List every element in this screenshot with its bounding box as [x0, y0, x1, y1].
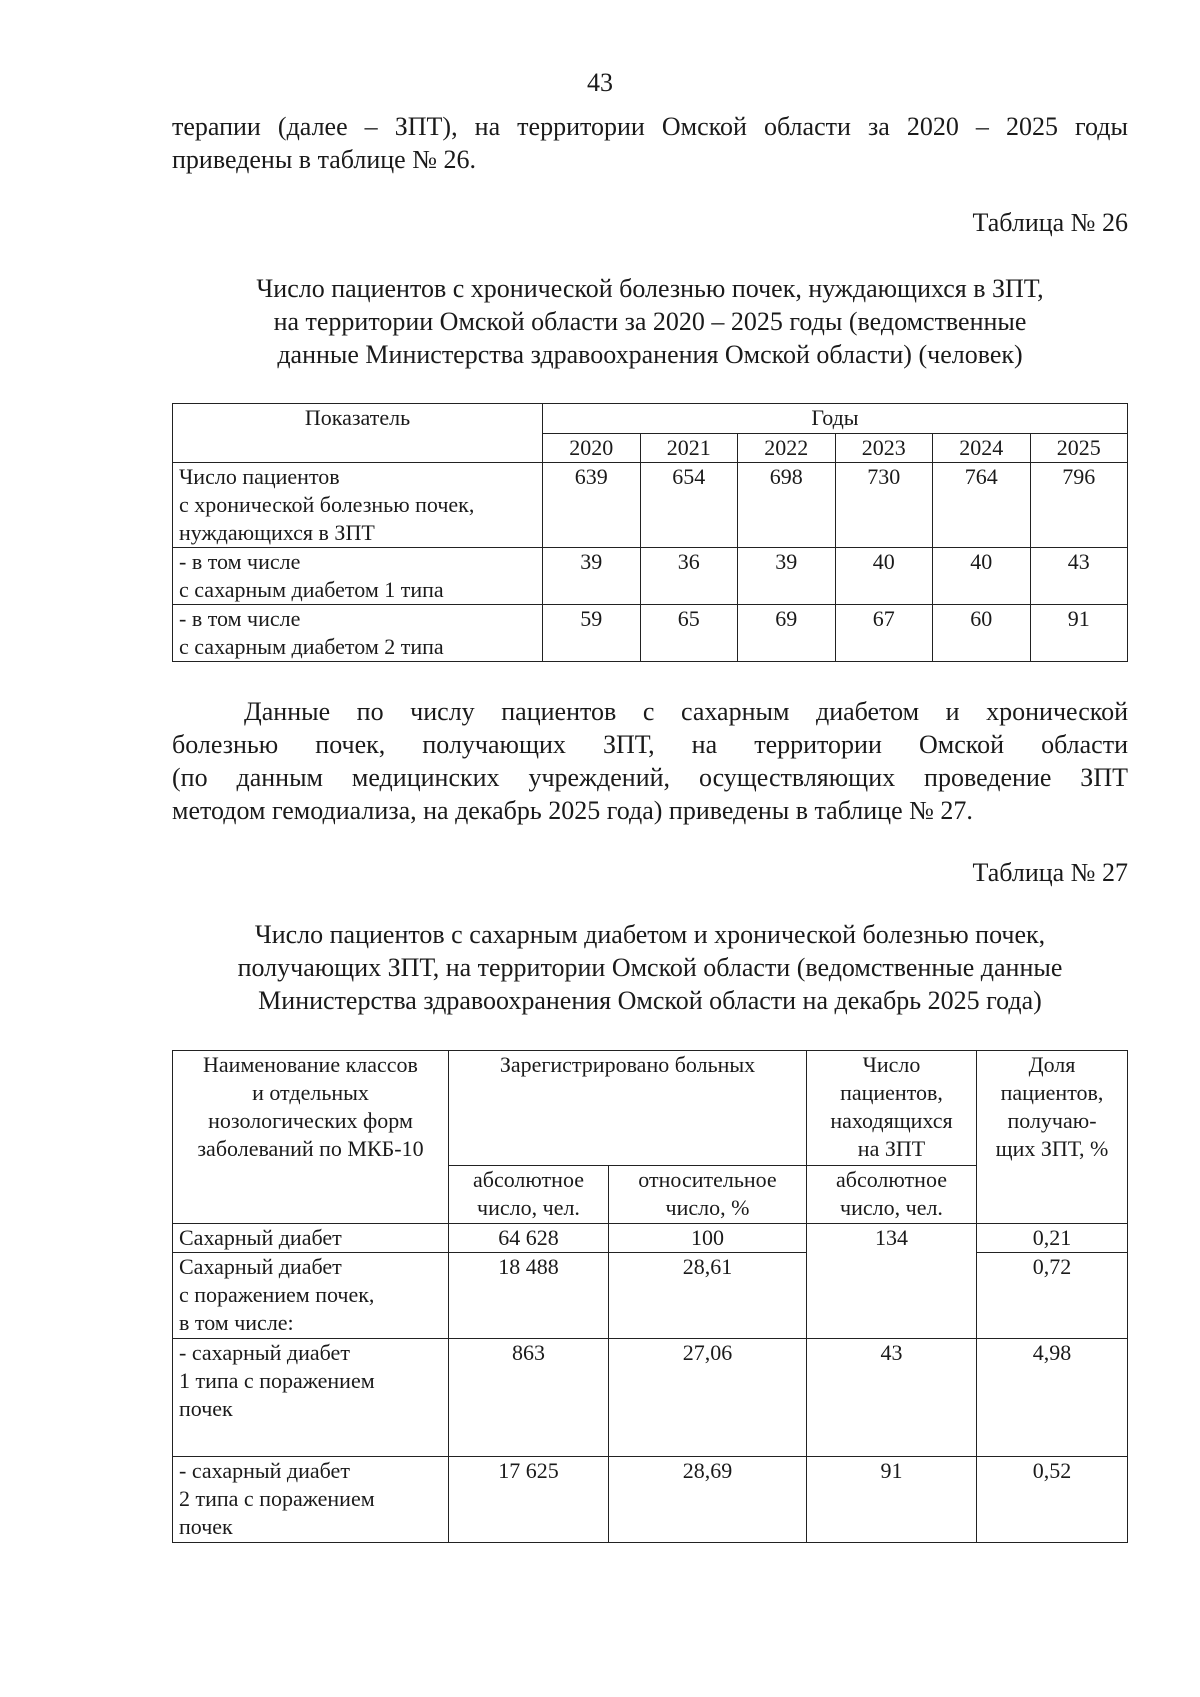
- cell-value: 18 488: [449, 1253, 609, 1339]
- cell-value: 39: [543, 548, 641, 605]
- page-number: 43: [587, 68, 613, 97]
- cell-value: 91: [1030, 605, 1128, 662]
- year-header: 2020: [543, 434, 641, 463]
- cell-value: 134: [807, 1224, 977, 1339]
- cell-value: 43: [1030, 548, 1128, 605]
- cell-value: 36: [640, 548, 738, 605]
- table-26-title-line: данные Министерства здравоохранения Омской области) (человек): [277, 340, 1023, 369]
- cell-value: 65: [640, 605, 738, 662]
- table-26-title: [172, 272, 1128, 371]
- table-row: [173, 1339, 1128, 1457]
- absolute-rrt-header: абсолютное число, чел.: [807, 1166, 977, 1224]
- table-row: [173, 1224, 1128, 1253]
- cell-value: 60: [933, 605, 1031, 662]
- cell-value: 764: [933, 463, 1031, 548]
- cell-value: 39: [738, 548, 836, 605]
- cell-value: 28,61: [609, 1253, 807, 1339]
- middle-line: методом гемодиализа, на декабрь 2025 года) приведены в таблице № 27.: [172, 796, 973, 825]
- table-26-title-line: на территории Омской области за 2020 – 2025 годы (ведомственные: [273, 307, 1027, 336]
- cell-value: 40: [835, 548, 933, 605]
- table-26-title-line: Число пациентов с хронической болезнью почек, нуждающихся в ЗПТ,: [256, 274, 1044, 303]
- table-row: [173, 463, 1128, 548]
- table-27: [172, 1050, 1128, 1543]
- indicator-header: Показатель: [173, 404, 543, 463]
- table-row: [173, 1253, 1128, 1339]
- table-26-label: Таблица № 26: [972, 208, 1128, 237]
- intro-line: приведены в таблице № 26.: [172, 145, 477, 174]
- cell-value: 698: [738, 463, 836, 548]
- cell-value: 0,21: [977, 1224, 1128, 1253]
- cell-value: 28,69: [609, 1457, 807, 1543]
- cell-value: 654: [640, 463, 738, 548]
- row-label: - в том числе с сахарным диабетом 2 типа: [173, 605, 543, 662]
- cell-value: 59: [543, 605, 641, 662]
- cell-value: 43: [807, 1339, 977, 1457]
- row-label: Число пациентов с хронической болезнью почек, нуждающихся в ЗПТ: [173, 463, 543, 548]
- absolute-header: абсолютное число, чел.: [449, 1166, 609, 1224]
- registered-header: Зарегистрировано больных: [449, 1051, 807, 1166]
- middle-line: Данные по числу пациентов с сахарным диабетом и хронической: [244, 697, 1128, 726]
- year-header: 2025: [1030, 434, 1128, 463]
- cell-value: 40: [933, 548, 1031, 605]
- cell-value: 639: [543, 463, 641, 548]
- cell-value: 17 625: [449, 1457, 609, 1543]
- table-27-title-line: Министерства здравоохранения Омской области на декабрь 2025 года): [258, 986, 1042, 1015]
- cell-value: 91: [807, 1457, 977, 1543]
- intro-line: терапии (далее – ЗПТ), на территории Омской области за 2020 – 2025 годы: [172, 112, 1128, 141]
- year-header: 2021: [640, 434, 738, 463]
- cell-value: 0,52: [977, 1457, 1128, 1543]
- cell-value: 67: [835, 605, 933, 662]
- middle-line: болезнью почек, получающих ЗПТ, на территории Омской области: [172, 730, 1128, 759]
- relative-header: относительное число, %: [609, 1166, 807, 1224]
- year-header: 2024: [933, 434, 1031, 463]
- row-label: - сахарный диабет 1 типа с поражением почек: [173, 1339, 449, 1457]
- cell-value: 27,06: [609, 1339, 807, 1457]
- middle-line: (по данным медицинских учреждений, осуществляющих проведение ЗПТ: [172, 763, 1128, 792]
- cell-value: 69: [738, 605, 836, 662]
- rrt-patients-header: Число пациентов, находящихся на ЗПТ: [807, 1051, 977, 1166]
- intro-paragraph: [172, 110, 1128, 176]
- table-26: [172, 403, 1128, 662]
- table-27-title: [172, 918, 1128, 1017]
- year-header: 2023: [835, 434, 933, 463]
- row-label: Сахарный диабет: [173, 1224, 449, 1253]
- row-label: Сахарный диабет с поражением почек, в том числе:: [173, 1253, 449, 1339]
- table-row: [173, 605, 1128, 662]
- share-header: Доля пациентов, получаю- щих ЗПТ, %: [977, 1051, 1128, 1224]
- table-27-title-line: Число пациентов с сахарным диабетом и хронической болезнью почек,: [254, 920, 1046, 949]
- cell-value: 863: [449, 1339, 609, 1457]
- row-label: - сахарный диабет 2 типа с поражением почек: [173, 1457, 449, 1543]
- cell-value: 796: [1030, 463, 1128, 548]
- cell-value: 4,98: [977, 1339, 1128, 1457]
- table-27-label: Таблица № 27: [972, 858, 1128, 887]
- row-label: - в том числе с сахарным диабетом 1 типа: [173, 548, 543, 605]
- year-header: 2022: [738, 434, 836, 463]
- middle-paragraph: [172, 695, 1128, 827]
- table-row: [173, 548, 1128, 605]
- cell-value: 0,72: [977, 1253, 1128, 1339]
- cell-value: 730: [835, 463, 933, 548]
- nosology-header: Наименование классов и отдельных нозологических форм заболеваний по МКБ-10: [173, 1051, 449, 1224]
- table-row: [173, 1457, 1128, 1543]
- years-header: Годы: [543, 404, 1128, 434]
- cell-value: 64 628: [449, 1224, 609, 1253]
- cell-value: 100: [609, 1224, 807, 1253]
- table-27-title-line: получающих ЗПТ, на территории Омской области (ведомственные данные: [237, 953, 1063, 982]
